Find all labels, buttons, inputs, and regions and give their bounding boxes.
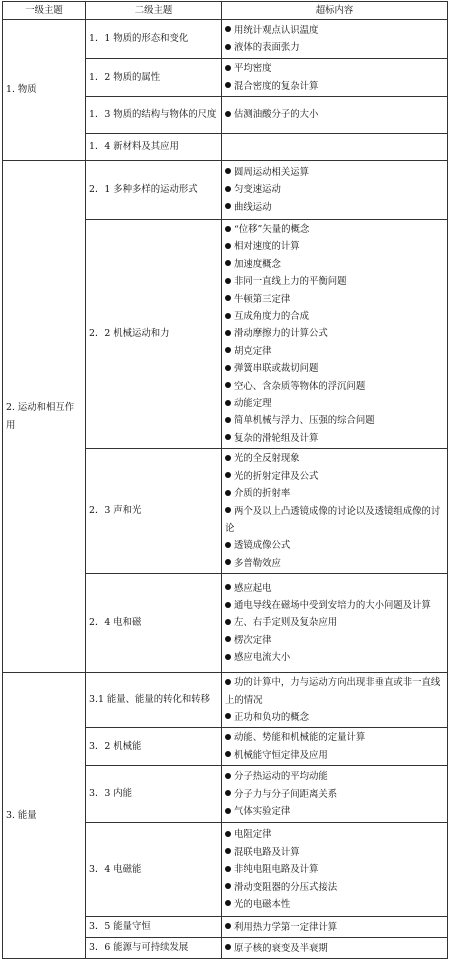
list-item: [225, 360, 444, 377]
list-item: [225, 729, 444, 746]
level1-topic-label: 2. 运动和相互作用: [6, 402, 75, 431]
level2-topic-label: 3．5 能量守恒: [89, 921, 151, 933]
list-item: [225, 60, 444, 77]
list-item-text: 透镜成像公式: [234, 540, 291, 552]
level2-topic-label: 3．6 能源与可持续发展: [89, 942, 189, 954]
exceed-content-cell: [222, 59, 448, 97]
bullet-icon: [225, 808, 231, 814]
bullet-icon: [225, 434, 231, 440]
list-item-text: 多普勒效应: [234, 557, 281, 569]
table-row: [3, 673, 448, 728]
level2-topic-cell: [86, 220, 222, 449]
list-item: [225, 273, 444, 290]
list-item: [225, 879, 444, 896]
list-item: [225, 181, 444, 198]
list-item: [225, 22, 444, 39]
header-exceed-content: 超标内容: [222, 2, 448, 20]
level2-topic-label: 3．3 内能: [89, 788, 133, 800]
bullet-icon: [225, 472, 231, 478]
list-item-text: 光的电磁本性: [234, 898, 291, 910]
list-item: [225, 580, 444, 597]
level2-topic-cell: [86, 673, 222, 728]
list-item: [225, 614, 444, 631]
bullet-icon: [225, 900, 231, 906]
list-item: [225, 468, 444, 485]
level1-topic-cell: [3, 20, 86, 161]
bullet-icon: [225, 866, 231, 872]
list-item-text: 感应起电: [234, 582, 272, 594]
exceed-content-cell: [222, 449, 448, 574]
level2-topic-label: 2．4 电和磁: [89, 617, 142, 629]
level2-topic-cell: [86, 20, 222, 59]
list-item-text: 通电导线在磁场中受到安培力的大小问题及计算: [234, 600, 431, 612]
level2-topic-cell: [86, 134, 222, 161]
list-item: [225, 826, 444, 843]
bullet-icon: [225, 923, 231, 929]
bullet-icon: [225, 455, 231, 461]
list-item-text: 平均密度: [234, 63, 272, 75]
list-item: [225, 430, 444, 447]
level2-topic-cell: [86, 59, 222, 97]
exceed-content-cell: [222, 766, 448, 823]
bullet-icon: [225, 848, 231, 854]
bullet-icon: [225, 679, 231, 685]
list-item-text: 液体的表面张力: [234, 42, 300, 53]
list-item-text: 用统计观点认识温度: [234, 24, 319, 36]
level2-topic-cell: [86, 449, 222, 574]
list-item-text: 混联电路及计算: [234, 846, 300, 858]
list-item: [225, 803, 444, 820]
bullet-icon: [225, 654, 231, 660]
list-item-text: 两个及以上凸透镜成像的讨论以及透镜组成像的讨论: [225, 505, 441, 534]
bullet-icon: [225, 636, 231, 642]
list-item: [225, 256, 444, 273]
level2-topic-label: 1．1 物质的形态和变化: [89, 33, 189, 44]
list-item: [225, 78, 444, 95]
list-item: [225, 940, 444, 957]
list-item-text: 非同一直线上力的平衡问题: [234, 276, 347, 288]
list-item: [225, 674, 444, 709]
list-item: [225, 597, 444, 614]
level2-topic-cell: [86, 161, 222, 220]
bullet-icon: [225, 111, 231, 117]
bullet-icon: [225, 944, 231, 950]
list-item-text: 动能定理: [234, 398, 272, 410]
level2-topic-label: 1．2 物质的属性: [89, 71, 161, 83]
exceed-content-cell: [222, 938, 448, 959]
list-item-text: 简单机械与浮力、压强的综合问题: [234, 415, 375, 427]
list-item-text: 匀变速运动: [234, 184, 281, 196]
list-item: [225, 291, 444, 308]
level1-topic-label: 3. 能量: [6, 810, 37, 822]
list-item-text: 空心、含杂质等物体的浮沉问题: [234, 380, 366, 392]
list-item-text: 弹簧串联或裁切问题: [234, 363, 319, 375]
list-item: [225, 450, 444, 467]
list-item: [225, 768, 444, 785]
list-item: [225, 649, 444, 666]
level2-topic-label: 1．4 新材料及其应用: [89, 141, 179, 152]
list-item: [225, 919, 444, 936]
bullet-icon: [225, 278, 231, 284]
list-item-text: 非纯电阻电路及计算: [234, 864, 319, 876]
exceed-content-cell: [222, 20, 448, 59]
exceed-content-cell: [222, 574, 448, 673]
list-item-text: 感应电流大小: [234, 652, 291, 664]
bullet-icon: [225, 226, 231, 232]
list-item-text: 光的折射定律及公式: [234, 470, 319, 482]
list-item-text: 原子核的衰变及半衰期: [234, 942, 328, 954]
list-item: [225, 537, 444, 554]
bullet-icon: [225, 82, 231, 88]
list-item: [225, 325, 444, 342]
list-item-text: 估测油酸分子的大小: [234, 109, 319, 121]
list-item: [225, 395, 444, 412]
list-item-text: 正功和负功的概念: [234, 711, 310, 723]
table-header-row: [3, 2, 448, 20]
bullet-icon: [225, 400, 231, 406]
level2-topic-label: 2．3 声和光: [89, 505, 142, 517]
bullet-icon: [225, 313, 231, 319]
bullet-icon: [225, 584, 231, 590]
list-item: [225, 632, 444, 649]
bullet-icon: [225, 542, 231, 548]
bullet-icon: [225, 559, 231, 565]
bullet-icon: [225, 883, 231, 889]
list-item: [225, 308, 444, 325]
bullet-icon: [225, 831, 231, 837]
list-item-text: “位移”矢量的概念: [234, 224, 310, 235]
list-item: [225, 164, 444, 181]
list-item: [225, 221, 444, 238]
bullet-icon: [225, 602, 231, 608]
bullet-icon: [225, 417, 231, 423]
level2-topic-cell: [86, 917, 222, 938]
level2-topic-label: 3.1 能量、能量的转化和转移: [89, 694, 211, 706]
list-item-text: 楞次定律: [234, 634, 272, 646]
list-item: [225, 555, 444, 572]
bullet-icon: [225, 507, 231, 513]
level2-topic-cell: [86, 823, 222, 917]
level2-topic-label: 1．3 物质的结构与物体的尺度: [89, 109, 217, 120]
bullet-icon: [225, 26, 231, 32]
level2-topic-cell: [86, 938, 222, 959]
list-item: [225, 896, 444, 913]
list-item-text: 牛顿第三定律: [234, 293, 291, 305]
list-item: [225, 106, 444, 123]
list-item: [225, 412, 444, 429]
bullet-icon: [225, 382, 231, 388]
level2-topic-cell: [86, 766, 222, 823]
list-item-text: 滑动摩擦力的计算公式: [234, 328, 328, 340]
bullet-icon: [225, 790, 231, 796]
list-item-text: 电阻定律: [234, 829, 272, 841]
list-item: [225, 844, 444, 861]
bullet-icon: [225, 619, 231, 625]
bullet-icon: [225, 490, 231, 496]
list-item-text: 光的全反射现象: [234, 453, 300, 465]
bullet-icon: [225, 186, 231, 192]
list-item-text: 加速度概念: [234, 258, 281, 270]
level1-topic-cell: [3, 161, 86, 673]
exceed-content-cell: [222, 161, 448, 220]
list-item: [225, 861, 444, 878]
list-item-text: 分子热运动的平均动能: [234, 771, 328, 783]
bullet-icon: [225, 260, 231, 266]
bullet-icon: [225, 330, 231, 336]
header-level2: 二级主题: [86, 2, 222, 20]
list-item-text: 圆周运动相关运算: [234, 166, 310, 178]
list-item: [225, 343, 444, 360]
bullet-icon: [225, 347, 231, 353]
bullet-icon: [225, 713, 231, 719]
level2-topic-cell: [86, 728, 222, 766]
bullet-icon: [225, 203, 231, 209]
list-item: [225, 786, 444, 803]
list-item: [225, 238, 444, 255]
list-item-text: 功的计算中，力与运动方向出现非垂直或非一直线上的情况: [225, 677, 441, 706]
exceed-content-cell: [222, 917, 448, 938]
list-item-text: 相对速度的计算: [234, 241, 300, 253]
bullet-icon: [225, 365, 231, 371]
bullet-icon: [225, 243, 231, 249]
exceed-content-cell: [222, 823, 448, 917]
bullet-icon: [225, 168, 231, 174]
list-item: [225, 378, 444, 395]
level1-topic-cell: [3, 673, 86, 959]
list-item-text: 气体实验定律: [234, 806, 291, 818]
list-item-text: 左、右手定则及复杂应用: [234, 617, 338, 629]
list-item-text: 互成角度力的合成: [234, 311, 310, 323]
exceed-content-cell: [222, 220, 448, 449]
bullet-icon: [225, 773, 231, 779]
list-item-text: 机械能守恒定律及应用: [234, 749, 328, 761]
exceed-content-cell: [222, 728, 448, 766]
level2-topic-cell: [86, 574, 222, 673]
curriculum-table: [2, 1, 448, 959]
list-item: [225, 485, 444, 502]
list-item: [225, 503, 444, 538]
list-item-text: 胡克定律: [234, 345, 272, 357]
exceed-content-cell: [222, 673, 448, 728]
level2-topic-cell: [86, 97, 222, 134]
list-item-text: 复杂的滑轮组及计算: [234, 432, 319, 444]
list-item-text: 曲线运动: [234, 201, 272, 213]
bullet-icon: [225, 751, 231, 757]
table-row: [3, 20, 448, 59]
list-item-text: 动能、势能和机械能的定量计算: [234, 732, 366, 744]
level2-topic-label: 2．2 机械运动和力: [89, 328, 170, 340]
level1-topic-label: 1. 物质: [6, 84, 37, 96]
list-item: [225, 747, 444, 764]
bullet-icon: [225, 44, 231, 50]
list-item: [225, 199, 444, 216]
bullet-icon: [225, 295, 231, 301]
list-item-text: 利用热力学第一定律计算: [234, 921, 338, 933]
header-level1: 一级主题: [3, 2, 86, 20]
table-body: [3, 20, 448, 959]
exceed-content-cell: [222, 134, 448, 161]
list-item: [225, 39, 444, 56]
level2-topic-label: 2．1 多种多样的运动形式: [89, 184, 198, 195]
list-item: [225, 709, 444, 726]
list-item-text: 混合密度的复杂计算: [234, 80, 319, 92]
exceed-content-cell: [222, 97, 448, 134]
list-item-text: 介质的折射率: [234, 488, 291, 500]
bullet-icon: [225, 65, 231, 71]
level2-topic-label: 3．4 电磁能: [89, 863, 142, 875]
table-row: [3, 161, 448, 220]
bullet-icon: [225, 734, 231, 740]
level2-topic-label: 3．2 机械能: [89, 740, 142, 752]
list-item-text: 滑动变阻器的分压式接法: [234, 881, 338, 893]
list-item-text: 分子力与分子间距离关系: [234, 788, 338, 800]
